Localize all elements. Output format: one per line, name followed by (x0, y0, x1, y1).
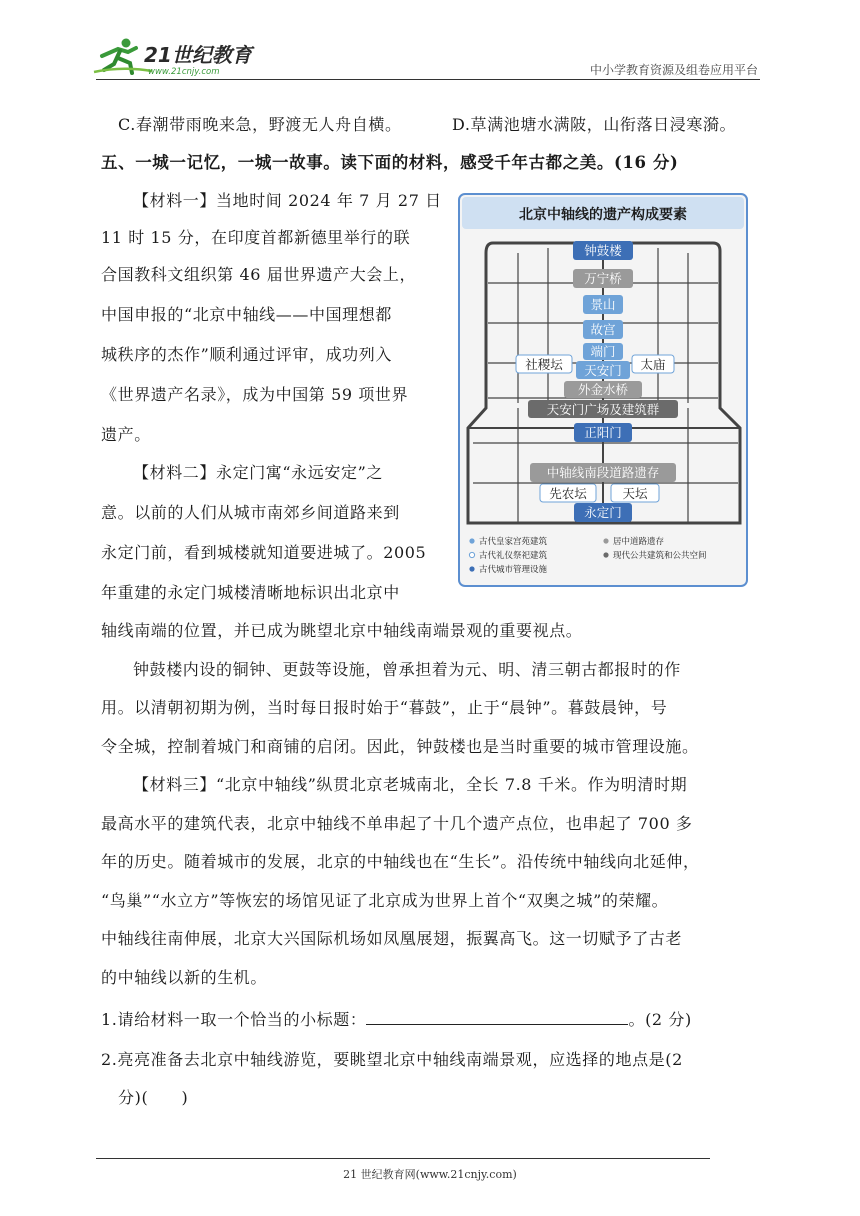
site-tiantan: 天坛 (622, 486, 648, 501)
material3-line: 中轴线往南伸展，北京大兴国际机场如凤凰展翅，振翼高飞。这一切赋予了古老 (101, 929, 683, 948)
material3-line: 【材料三】“北京中轴线”纵贯北京老城南北，全长 7.8 千米。作为明清时期 (133, 775, 688, 794)
legend-admin: 古代城市管理设施 (479, 565, 548, 575)
material3-line: “鸟巢”“水立方”等恢宏的场馆见证了北京成为世界上首个“双奥之城”的荣耀。 (101, 891, 669, 910)
material2-line: 年重建的永定门城楼清晰地标识出北京中 (101, 583, 400, 602)
logo-url: www.21cnjy.com (148, 67, 220, 77)
option-c: C.春潮带雨晚来急，野渡无人舟自横。 (118, 115, 402, 134)
axis-map-figure (458, 193, 748, 587)
option-d: D.草满池塘水满陂，山衔落日浸寒漪。 (452, 115, 737, 134)
legend-palace: 古代皇家宫苑建筑 (479, 537, 548, 547)
header-divider (96, 79, 760, 80)
question-1-text: 1.请给材料一取一个恰当的小标题： (101, 1010, 367, 1029)
site-gugong: 故宫 (590, 322, 616, 337)
site-shejitan: 社稷坛 (525, 357, 563, 372)
material3-line: 最高水平的建筑代表，北京中轴线不单串起了十几个遗产点位，也串起了 700 多 (101, 814, 693, 833)
site-taimiao: 太庙 (640, 357, 666, 372)
legend-road: 居中道路遗存 (613, 537, 665, 547)
site-logo (92, 36, 262, 78)
legend-modern: 现代公共建筑和公共空间 (613, 551, 707, 561)
site-xiannongtan: 先农坛 (549, 486, 587, 501)
material1-line: 【材料一】当地时间 2024 年 7 月 27 日 (133, 191, 442, 210)
material2-line: 永定门前，看到城楼就知道要进城了。2005 (101, 543, 427, 562)
material2-line: 令全城，控制着城门和商铺的启闭。因此，钟鼓楼也是当时重要的城市管理设施。 (101, 737, 699, 756)
material1-line: 城秩序的杰作”顺利通过评审，成功列入 (101, 345, 392, 364)
site-tiananmen: 天安门 (584, 363, 622, 378)
question-1 (101, 1010, 692, 1030)
question-2-line1: 2.亮亮准备去北京中轴线游览，要眺望北京中轴线南端景观，应选择的地点是(2 (101, 1050, 683, 1069)
site-zhengyangmen: 正阳门 (584, 425, 622, 440)
footer-text: 21 世纪教育网(www.21cnjy.com) (343, 1168, 517, 1181)
answer-blank[interactable] (366, 1010, 628, 1025)
legend-ritual: 古代礼仪祭祀建筑 (479, 551, 548, 561)
question-1-score: 。(2 分) (628, 1010, 692, 1029)
section-title: 五、一城一记忆，一城一故事。读下面的材料，感受千年古都之美。(16 分) (101, 153, 679, 172)
material1-line: 《世界遗产名录》，成为中国第 59 项世界 (101, 385, 409, 404)
site-yongdingmen: 永定门 (584, 505, 622, 520)
material2-line: 用。以清朝初期为例，当时每日报时始于“暮鼓”，止于“晨钟”。暮鼓晨钟，号 (101, 698, 668, 717)
material1-line: 11 时 15 分，在印度首都新德里举行的联 (101, 228, 411, 247)
material3-line: 的中轴线以新的生机。 (101, 968, 268, 987)
material2-line: 意。以前的人们从城市南郊乡间道路来到 (101, 503, 400, 522)
site-waijinshuiqiao: 外金水桥 (577, 382, 629, 397)
material3-line: 年的历史。随着城市的发展，北京的中轴线也在“生长”。沿传统中轴线向北延伸， (101, 852, 700, 871)
site-jingshan: 景山 (590, 297, 616, 312)
logo-text: 21世纪教育 (144, 43, 252, 67)
site-guangchang: 天安门广场及建筑群 (546, 402, 660, 417)
platform-label: 中小学教育资源及组卷应用平台 (589, 63, 758, 77)
material2-line: 轴线南端的位置，并已成为眺望北京中轴线南端景观的重要视点。 (101, 621, 583, 640)
material2-line: 钟鼓楼内设的铜钟、更鼓等设施，曾承担着为元、明、清三朝古都报时的作 (133, 660, 681, 679)
material1-line: 遗产。 (101, 425, 151, 444)
material1-line: 中国申报的“北京中轴线——中国理想都 (101, 305, 392, 324)
site-zhonggulou: 钟鼓楼 (584, 243, 622, 258)
material2-line: 【材料二】永定门寓“永远安定”之 (133, 463, 383, 482)
site-duanmen: 端门 (590, 344, 616, 359)
material1-line: 合国教科文组织第 46 届世界遗产大会上， (101, 265, 417, 284)
question-2-line2: 分)( ) (118, 1088, 189, 1107)
site-wanningqiao: 万宁桥 (584, 271, 622, 286)
map-title: 北京中轴线的遗产构成要素 (519, 207, 687, 223)
site-daolu: 中轴线南段道路遗存 (546, 465, 660, 480)
footer-divider (96, 1158, 710, 1159)
